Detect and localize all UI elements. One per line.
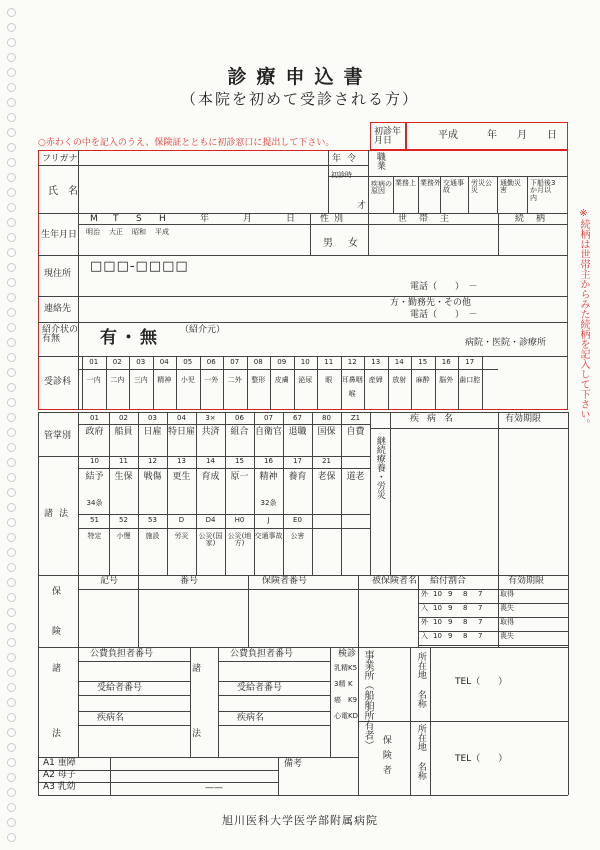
shoho-option2[interactable]: 小慢	[116, 532, 131, 540]
kenshin-item[interactable]: 心電	[334, 712, 348, 720]
dept-option[interactable]: 精神	[157, 376, 172, 384]
dept-code: 13	[371, 358, 381, 366]
dept-option[interactable]: 麻酔	[415, 376, 430, 384]
validity-type: 喪失	[500, 604, 514, 612]
era-letter: M	[90, 214, 98, 224]
dept-code: 01	[89, 358, 99, 366]
shoho-option2[interactable]: 公害	[290, 532, 305, 540]
admin-label: 管掌別	[44, 431, 72, 441]
shoho-option[interactable]: 結予	[85, 472, 104, 482]
binder-hole	[7, 128, 16, 137]
binder-hole	[7, 503, 16, 512]
remarks-label: 備考	[284, 759, 303, 769]
contact-label: 連絡先	[44, 304, 72, 314]
binder-hole	[7, 518, 16, 527]
insurance-header: 番号	[180, 576, 199, 586]
dept-code: 03	[136, 358, 146, 366]
binder-hole	[7, 23, 16, 32]
era-option[interactable]: 明治	[86, 228, 100, 236]
public-label: 法	[192, 729, 202, 739]
cause-option[interactable]: 交通事故	[443, 179, 464, 195]
admin-option[interactable]: 共済	[201, 427, 220, 437]
admin-code: 80	[322, 414, 331, 422]
kenshin-item[interactable]: 癌	[334, 696, 341, 704]
birth-month: 月	[243, 214, 253, 224]
binder-hole	[7, 143, 16, 152]
benefit-ratio[interactable]: 7	[478, 618, 483, 626]
benefit-ratio[interactable]: 8	[463, 590, 468, 598]
dept-option[interactable]: 小児	[180, 376, 195, 384]
form-subtitle: （本院を初めて受診される方）	[180, 90, 419, 108]
sex-male[interactable]: 男	[323, 238, 333, 249]
dept-code: 02	[112, 358, 122, 366]
burden-number-label: 公費負担者番号	[90, 649, 154, 659]
hoken-label-2: 険	[52, 627, 62, 637]
benefit-ratio[interactable]: 10	[433, 632, 442, 640]
binder-hole	[7, 638, 16, 647]
kenshin-label: 検診	[338, 649, 357, 659]
dept-code: 16	[441, 358, 451, 366]
cause-option[interactable]: 通勤災害	[500, 179, 521, 195]
binder-hole	[7, 758, 16, 767]
dept-code: 17	[465, 358, 475, 366]
admin-option[interactable]: 国保	[317, 427, 336, 437]
kenshin-code: K	[348, 680, 353, 688]
a-row-label[interactable]: A3 乳幼	[43, 782, 76, 792]
admin-code: 01	[90, 414, 99, 422]
kenshin-item[interactable]: 乳精	[334, 664, 348, 672]
contact-phone[interactable]: 電話（ ） －	[410, 310, 478, 320]
admin-code: 06	[235, 414, 244, 422]
binder-hole	[7, 533, 16, 542]
benefit-ratio[interactable]: 8	[463, 604, 468, 612]
hoken-label-1: 保	[52, 587, 62, 597]
birth-year: 年	[200, 214, 210, 224]
benefit-ratio[interactable]: 10	[433, 604, 442, 612]
shoho-option2[interactable]: 公災(地方)	[227, 532, 252, 548]
cause-title: 疾病の原因	[371, 180, 392, 196]
binder-hole	[7, 683, 16, 692]
kenshin-code: KD	[348, 712, 358, 720]
era-letter: H	[159, 214, 166, 224]
shoho-option[interactable]: 老保	[317, 472, 336, 482]
shoho-option2[interactable]: 交通事故	[254, 532, 283, 540]
binder-hole	[7, 203, 16, 212]
referral-types: 病院・医院・診療所	[465, 338, 547, 348]
shoho-option[interactable]: 原一	[230, 472, 249, 482]
binder-hole	[7, 293, 16, 302]
insurer-label: 保険者	[380, 735, 391, 780]
binder-hole	[7, 278, 16, 287]
binder-hole	[7, 578, 16, 587]
first-time-label: 初診時	[331, 171, 352, 179]
binder-hole	[7, 593, 16, 602]
binder-hole	[7, 668, 16, 677]
admin-option[interactable]: 政府	[85, 427, 104, 437]
benefit-ratio[interactable]: 9	[448, 590, 453, 598]
dept-option[interactable]: 歯口腔	[459, 376, 481, 384]
admin-option[interactable]: 組合	[230, 427, 249, 437]
binder-hole	[7, 233, 16, 242]
burden-number-label: 公費負担者番号	[230, 649, 294, 659]
binder-hole	[7, 218, 16, 227]
dept-option[interactable]: 皮膚	[274, 376, 289, 384]
shoho-code: 16	[264, 457, 273, 465]
shoho-code: 12	[148, 457, 157, 465]
shoho-code2: D4	[205, 516, 216, 524]
benefit-type: 入	[421, 632, 428, 640]
binder-hole	[7, 413, 16, 422]
validity-type: 喪失	[500, 632, 514, 640]
referral-source: （紹介元）	[180, 325, 226, 335]
binder-hole	[7, 833, 16, 842]
age-label: 年令	[332, 154, 363, 164]
binder-hole	[7, 263, 16, 272]
employer-tel[interactable]: TEL（ ）	[455, 677, 508, 687]
binder-hole	[7, 338, 16, 347]
employer-address-label: 所在地	[415, 652, 426, 679]
dept-option[interactable]: 二内	[110, 376, 125, 384]
shoho-code2: D	[178, 516, 185, 524]
binder-hole	[7, 788, 16, 797]
postal-code[interactable]: □□□-□□□□	[90, 259, 189, 274]
binder-hole	[7, 713, 16, 722]
admin-code: 3×	[205, 414, 216, 422]
a-row-label[interactable]: A2 母子	[43, 770, 76, 780]
admin-code: 07	[264, 414, 273, 422]
insurer-tel[interactable]: TEL（ ）	[455, 754, 508, 764]
householder-label: 世帯主	[398, 214, 462, 224]
shoho-option2[interactable]: 公災(国家)	[198, 532, 223, 548]
insurer-name-label: 名称	[415, 762, 426, 780]
binder-hole	[7, 188, 16, 197]
binder-hole	[7, 323, 16, 332]
era-option[interactable]: 昭和	[132, 228, 146, 236]
binder-hole	[7, 308, 16, 317]
shoho-code2: E0	[293, 516, 302, 524]
dept-code: 06	[206, 358, 216, 366]
first-visit-era: 平成	[438, 130, 458, 141]
benefit-ratio[interactable]: 7	[478, 590, 483, 598]
dept-option[interactable]: 耳鼻咽喉	[341, 376, 363, 398]
dept-code: 08	[253, 358, 263, 366]
binder-hole	[7, 653, 16, 662]
dept-option[interactable]: 眼	[325, 376, 333, 384]
kenshin-item[interactable]: 3精	[334, 680, 346, 688]
shoho-option[interactable]: 精神	[259, 472, 278, 482]
shoho-sub: 32条	[260, 499, 277, 507]
benefit-ratio[interactable]: 8	[463, 632, 468, 640]
benefit-ratio[interactable]: 9	[448, 632, 453, 640]
employer-name-label: 名称	[415, 690, 426, 708]
binder-hole	[7, 398, 16, 407]
dept-option[interactable]: 一内	[86, 376, 101, 384]
era-option[interactable]: 平成	[155, 228, 169, 236]
benefit-type: 外	[421, 618, 428, 626]
admin-code: 03	[148, 414, 157, 422]
binder-hole	[7, 563, 16, 572]
shoho-option[interactable]: 生保	[114, 472, 133, 482]
binder-hole	[7, 743, 16, 752]
insurance-header: 有効期限	[508, 576, 545, 586]
a-row-label[interactable]: A1 重障	[43, 758, 76, 768]
furigana-label: フリガナ	[42, 154, 78, 164]
binder-hole	[7, 623, 16, 632]
binder-hole	[7, 458, 16, 467]
form-title: 診療申込書	[227, 66, 373, 88]
admin-code: 67	[293, 414, 302, 422]
binder-hole	[7, 383, 16, 392]
side-note: ※続柄は世帯主からみた続柄を記入して下さい。	[578, 208, 589, 429]
shoho-option[interactable]: 養育	[288, 472, 307, 482]
binder-hole	[7, 698, 16, 707]
admin-option[interactable]: 日雇	[143, 427, 162, 437]
binder-holes	[4, 8, 22, 848]
relation-label: 続柄	[515, 214, 558, 224]
insurer-address-label: 所在地	[415, 724, 426, 751]
dept-code: 14	[394, 358, 404, 366]
admin-option[interactable]: 自費	[346, 427, 365, 437]
shoho-option2[interactable]: 労災	[174, 532, 189, 540]
shoho-code2: 51	[90, 516, 99, 524]
dept-option[interactable]: 放射	[392, 376, 407, 384]
shoho-code: 21	[322, 457, 331, 465]
binder-hole	[7, 173, 16, 182]
dept-code: 15	[418, 358, 428, 366]
insurance-header: 給付割合	[430, 576, 467, 586]
public-disease-label: 疾病名	[97, 713, 125, 723]
benefit-ratio[interactable]: 10	[433, 590, 442, 598]
dash-mark: ——	[205, 783, 223, 793]
recipient-number-label: 受給者番号	[237, 683, 283, 693]
dept-option[interactable]: 一外	[204, 376, 219, 384]
occupation-label: 職業	[374, 152, 385, 170]
dept-code: 11	[324, 358, 334, 366]
cause-option[interactable]: 労災公災	[471, 179, 492, 195]
age-unit: 才	[357, 201, 367, 211]
admin-code: 04	[177, 414, 186, 422]
admin-option[interactable]: 特日雇	[167, 427, 195, 437]
admin-code: Z1	[350, 414, 361, 422]
binder-hole	[7, 113, 16, 122]
binder-hole	[7, 803, 16, 812]
cause-option[interactable]: 下船後3か月以内	[530, 179, 556, 202]
binder-hole	[7, 728, 16, 737]
binder-hole	[7, 8, 16, 17]
birth-label: 生年月日	[41, 230, 78, 240]
admin-validity: 有効期限	[505, 414, 542, 424]
hospital-name: 旭川医科大学医学部附属病院	[222, 814, 378, 827]
dept-code: 12	[347, 358, 357, 366]
dept-code: 05	[183, 358, 193, 366]
first-visit-year: 年	[487, 130, 497, 141]
binder-hole	[7, 353, 16, 362]
dept-option[interactable]: 脳外	[439, 376, 454, 384]
admin-option[interactable]: 船員	[114, 427, 133, 437]
contact-sub: 方・勤務先・その他	[390, 298, 472, 308]
validity-type: 取得	[500, 590, 514, 598]
benefit-ratio[interactable]: 8	[463, 618, 468, 626]
shoho-sub: 34条	[86, 499, 103, 507]
insurance-header: 記号	[100, 576, 119, 586]
shoho-code: 10	[90, 457, 99, 465]
public-label: 諸	[52, 664, 62, 674]
binder-hole	[7, 158, 16, 167]
dept-option[interactable]: 泌尿	[298, 376, 313, 384]
benefit-type: 外	[421, 590, 428, 598]
shoho-code: 17	[293, 457, 302, 465]
referral-value[interactable]: 有・無	[100, 328, 160, 348]
binder-hole	[7, 53, 16, 62]
dept-option[interactable]: 産婦	[368, 376, 383, 384]
era-letter: T	[113, 214, 119, 224]
shoho-option2[interactable]: 特定	[87, 532, 102, 540]
address-label: 現住所	[44, 269, 72, 279]
binder-hole	[7, 428, 16, 437]
binder-hole	[7, 38, 16, 47]
era-option[interactable]: 大正	[109, 228, 123, 236]
admin-code: 02	[119, 414, 128, 422]
shoho-code2: 53	[148, 516, 157, 524]
first-visit-label: 初診年月日	[374, 127, 402, 147]
public-label: 法	[52, 729, 62, 739]
public-disease-label: 疾病名	[237, 713, 265, 723]
insurance-header: 被保険者名	[372, 576, 418, 586]
shoho-code2: J	[267, 516, 270, 524]
recipient-number-label: 受給者番号	[97, 683, 143, 693]
shoho-label: 諸法	[44, 509, 75, 519]
shoho-code: 14	[206, 457, 215, 465]
era-letter: S	[136, 214, 142, 224]
first-visit-month: 月	[517, 130, 527, 141]
admin-disease: 疾病名	[410, 414, 462, 424]
public-label: 諸	[192, 664, 202, 674]
shoho-option2[interactable]: 施設	[145, 532, 160, 540]
benefit-ratio[interactable]: 9	[448, 618, 453, 626]
shoho-option[interactable]: 更生	[172, 472, 191, 482]
shoho-code2: H0	[234, 516, 245, 524]
shoho-option[interactable]: 育成	[201, 472, 220, 482]
dept-code: 10	[300, 358, 310, 366]
binder-hole	[7, 548, 16, 557]
binder-hole	[7, 473, 16, 482]
address-phone[interactable]: 電話（ ） －	[410, 282, 478, 292]
validity-type: 取得	[500, 618, 514, 626]
cause-option[interactable]: 業務外	[420, 179, 441, 187]
dept-code: 09	[277, 358, 287, 366]
first-visit-day: 日	[547, 130, 557, 141]
name-label: 氏名	[48, 186, 88, 197]
binder-hole	[7, 608, 16, 617]
binder-hole	[7, 248, 16, 257]
dept-code: 04	[159, 358, 169, 366]
insurance-header: 保険者番号	[262, 576, 308, 586]
dept-option[interactable]: 整形	[251, 376, 266, 384]
benefit-type: 入	[421, 604, 428, 612]
binder-hole	[7, 443, 16, 452]
continuation-label: 継続療養・労災	[374, 436, 385, 499]
sex-female[interactable]: 女	[348, 238, 358, 249]
shoho-option[interactable]: 戦傷	[143, 472, 162, 482]
benefit-ratio[interactable]: 9	[448, 604, 453, 612]
dept-code: 07	[230, 358, 240, 366]
binder-hole	[7, 368, 16, 377]
admin-option[interactable]: 退職	[288, 427, 307, 437]
kenshin-code: K5	[348, 664, 358, 672]
shoho-code: 15	[235, 457, 244, 465]
benefit-ratio[interactable]: 7	[478, 632, 483, 640]
benefit-ratio[interactable]: 10	[433, 618, 442, 626]
birth-day: 日	[286, 214, 296, 224]
cause-option[interactable]: 業務上	[395, 179, 416, 187]
admin-option[interactable]: 自衛官	[254, 427, 282, 437]
kenshin-code: K9	[348, 696, 358, 704]
benefit-ratio[interactable]: 7	[478, 604, 483, 612]
shoho-code: 13	[177, 457, 186, 465]
binder-hole	[7, 773, 16, 782]
dept-label: 受診科	[44, 377, 72, 387]
referral-label: 紹介状の有無	[42, 325, 79, 345]
employer-label: 事業所（船舶所有者）	[362, 650, 373, 750]
instruction-note: ○赤わくの中を記入のうえ、保険証とともに初診窓口に提出して下さい。	[38, 138, 335, 148]
dept-option[interactable]: 二外	[227, 376, 242, 384]
sex-label: 性別	[320, 214, 349, 224]
shoho-option[interactable]: 道老	[346, 472, 365, 482]
binder-hole	[7, 488, 16, 497]
shoho-code: 11	[119, 457, 128, 465]
shoho-code2: 52	[119, 516, 128, 524]
dept-option[interactable]: 三内	[133, 376, 148, 384]
